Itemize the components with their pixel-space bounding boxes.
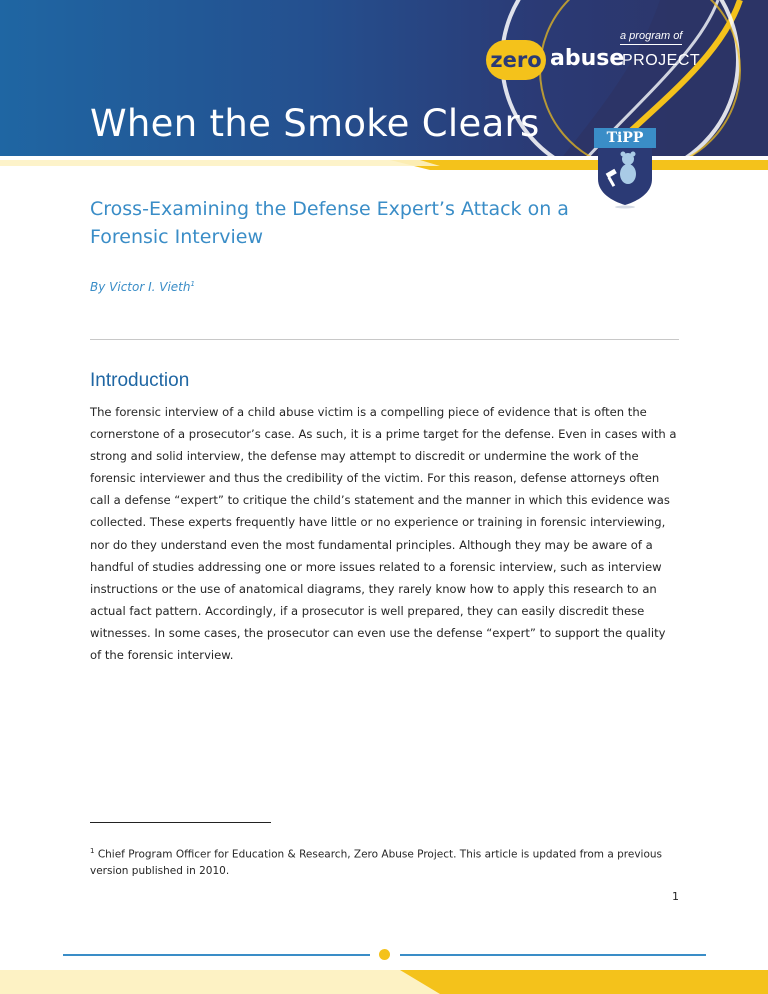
logo-zero-pill: zero	[486, 40, 546, 80]
byline	[90, 280, 195, 294]
footer-rule-left	[63, 954, 370, 956]
section-divider	[90, 339, 679, 340]
page-number: 1	[672, 890, 679, 903]
footnote-divider	[90, 822, 271, 823]
article-subtitle: Cross-Examining the Defense Expert’s Attack on a Forensic Interview	[90, 198, 569, 248]
footnote	[90, 843, 680, 880]
footnote-mark: 1	[90, 847, 95, 855]
footnote-text: Chief Program Officer for Education & Research, Zero Abuse Project. This article is updated from a previous version published in 2010.	[90, 848, 663, 877]
logo-tagline-underline	[620, 44, 682, 45]
footer-dot-icon	[379, 949, 390, 960]
logo-abuse-text: abuse	[550, 46, 625, 71]
page-title: When the Smoke Clears	[90, 102, 540, 145]
tipp-badge-label: TiPP	[606, 130, 644, 146]
byline-footnote-mark: 1	[190, 280, 195, 288]
byline-text: By Victor I. Vieth	[90, 280, 191, 294]
footer-rule-right	[400, 954, 706, 956]
footer-yellow-band	[0, 970, 768, 994]
section-heading-introduction: Introduction	[90, 370, 190, 391]
body-paragraph: The forensic interview of a child abuse victim is a compelling piece of evidence that is often the cornerstone of a prosecutor’s case. As such, it is a prime target for the defense. Even in cases with a strong and solid interview, the defense may attempt to discredit or undermine the work of the forensic interviewer and thus the credibility of the victim. For this reason, defense attorneys often call a defense “expert” to critique the child’s statement and the manner in which this evidence was collected. These experts frequently have little or no experience or training in forensic interviewing, nor do they understand even the most fundamental principles. Although they may be aware of a handful of studies addressing one or more issues related to a forensic interview, such as interview instructions or the use of anatomical diagrams, they rarely know how to apply this research to an actual fact pattern. Accordingly, if a prosecutor is well prepared, they can easily discredit these witnesses. In some cases, the prosecutor can even use the defense “expert” to support the quality of the forensic interview.	[90, 405, 677, 663]
logo-project-text: PROJECT	[622, 52, 701, 69]
logo-tagline: a program of	[620, 30, 683, 42]
